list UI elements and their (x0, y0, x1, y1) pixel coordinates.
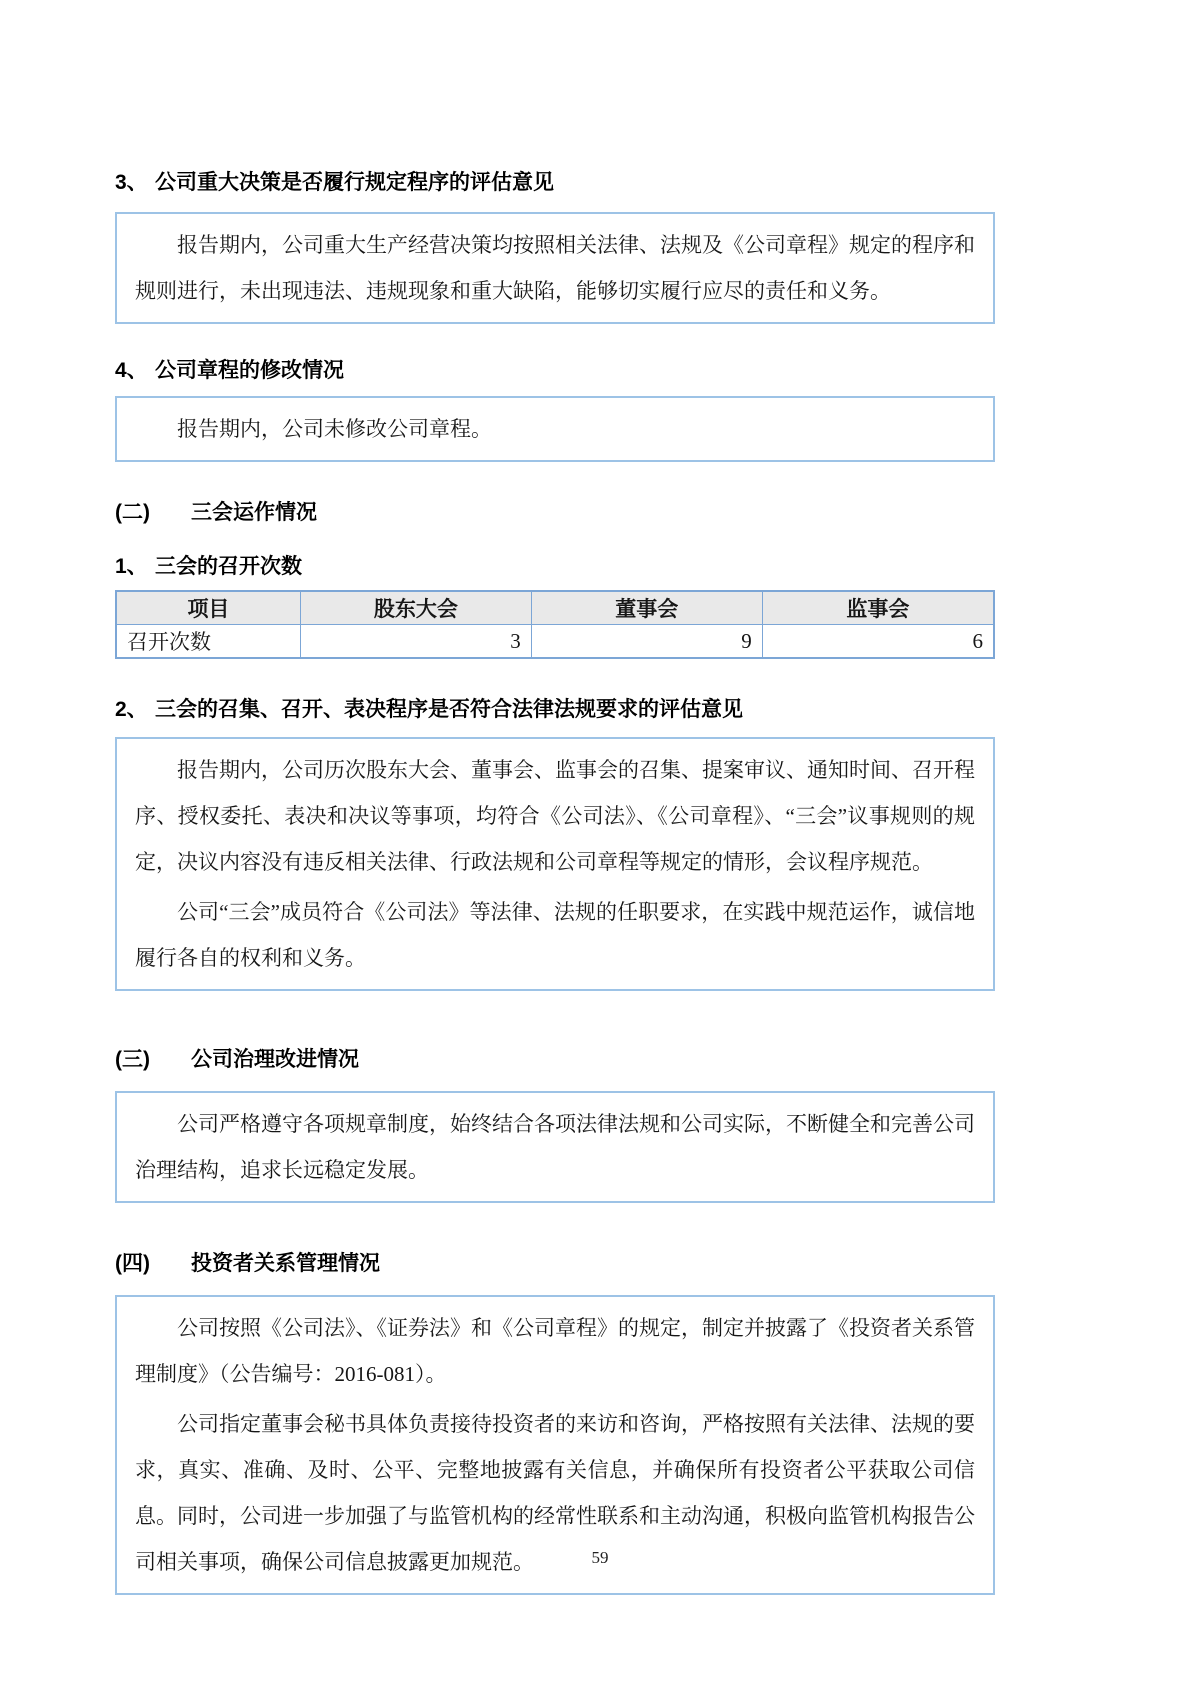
table-header-item: 项目 (116, 591, 300, 625)
heading-number: (二) (115, 501, 150, 524)
paragraph: 公司“三会”成员符合《公司法》等法律、法规的任职要求，在实践中规范运作，诚信地履行各自的权利和义务。 (135, 900, 975, 970)
paragraph: 公司指定董事会秘书具体负责接待投资者的来访和咨询，严格按照有关法律、法规的要求，真实、准确、及时、公平、完整地披露有关信息，并确保所有投资者公平获取公司信息。同时，公司进一步加强了与监管机构的经常性联系和主动沟通，积极向监管机构报告公司相关事项，确保公司信息披露更加规范。 (135, 1412, 975, 1574)
heading-title: 公司治理改进情况 (191, 1048, 359, 1071)
meetings-count-table (115, 590, 995, 659)
heading-part2-item-2 (115, 697, 995, 723)
table-header-board-of-directors: 董事会 (531, 591, 762, 625)
paragraph: 报告期内，公司未修改公司章程。 (177, 417, 492, 441)
paragraph: 报告期内，公司历次股东大会、董事会、监事会的召集、提案审议、通知时间、召开程序、授权委托、表决和决议等事项，均符合《公司法》、《公司章程》、“三会”议事规则的规定，决议内容没有违反相关法律、行政法规和公司章程等规定的情形，会议程序规范。 (135, 758, 975, 874)
heading-title: 三会的召集、召开、表决程序是否符合法律法规要求的评估意见 (155, 698, 743, 721)
heading-title: 公司重大决策是否履行规定程序的评估意见 (155, 171, 554, 194)
page-content (115, 170, 995, 1595)
cell-board-meeting-count: 9 (531, 625, 762, 659)
row-label-meeting-count: 召开次数 (116, 625, 300, 659)
table-header-board-of-supervisors: 监事会 (762, 591, 994, 625)
heading-number: 4、 (115, 359, 148, 382)
cell-supervisors-meeting-count: 6 (762, 625, 994, 659)
heading-part2-item-1 (115, 554, 995, 580)
heading-section-4 (115, 358, 995, 384)
paragraph: 报告期内，公司重大生产经营决策均按照相关法律、法规及《公司章程》规定的程序和规则进行，未出现违法、违规现象和重大缺陷，能够切实履行应尽的责任和义务。 (135, 233, 975, 303)
table-row (116, 625, 994, 659)
heading-number: 2、 (115, 698, 148, 721)
heading-number: (四) (115, 1252, 150, 1275)
heading-title: 投资者关系管理情况 (191, 1252, 380, 1275)
heading-part-3 (115, 1047, 995, 1073)
assessment-box-major-decisions (115, 212, 995, 324)
paragraph: 公司严格遵守各项规章制度，始终结合各项法律法规和公司实际，不断健全和完善公司治理结构，追求长远稳定发展。 (135, 1112, 975, 1182)
heading-title: 三会的召开次数 (155, 555, 302, 578)
heading-number: 1、 (115, 555, 148, 578)
assessment-box-governance-improvement (115, 1091, 995, 1203)
heading-title: 三会运作情况 (191, 501, 317, 524)
heading-part-2 (115, 500, 995, 526)
heading-part-4 (115, 1251, 995, 1277)
heading-title: 公司章程的修改情况 (155, 359, 344, 382)
heading-number: 3、 (115, 171, 148, 194)
assessment-box-three-meetings-procedures (115, 737, 995, 991)
cell-shareholders-meeting-count: 3 (300, 625, 531, 659)
table-header-shareholders-meeting: 股东大会 (300, 591, 531, 625)
heading-section-3 (115, 170, 995, 196)
paragraph: 公司按照《公司法》、《证券法》和《公司章程》的规定，制定并披露了《投资者关系管理制度》（公告编号：2016-081）。 (135, 1316, 975, 1386)
assessment-box-articles-amendment (115, 396, 995, 462)
heading-number: (三) (115, 1048, 150, 1071)
page-number: 59 (591, 1548, 609, 1567)
table-header-row (116, 591, 994, 625)
